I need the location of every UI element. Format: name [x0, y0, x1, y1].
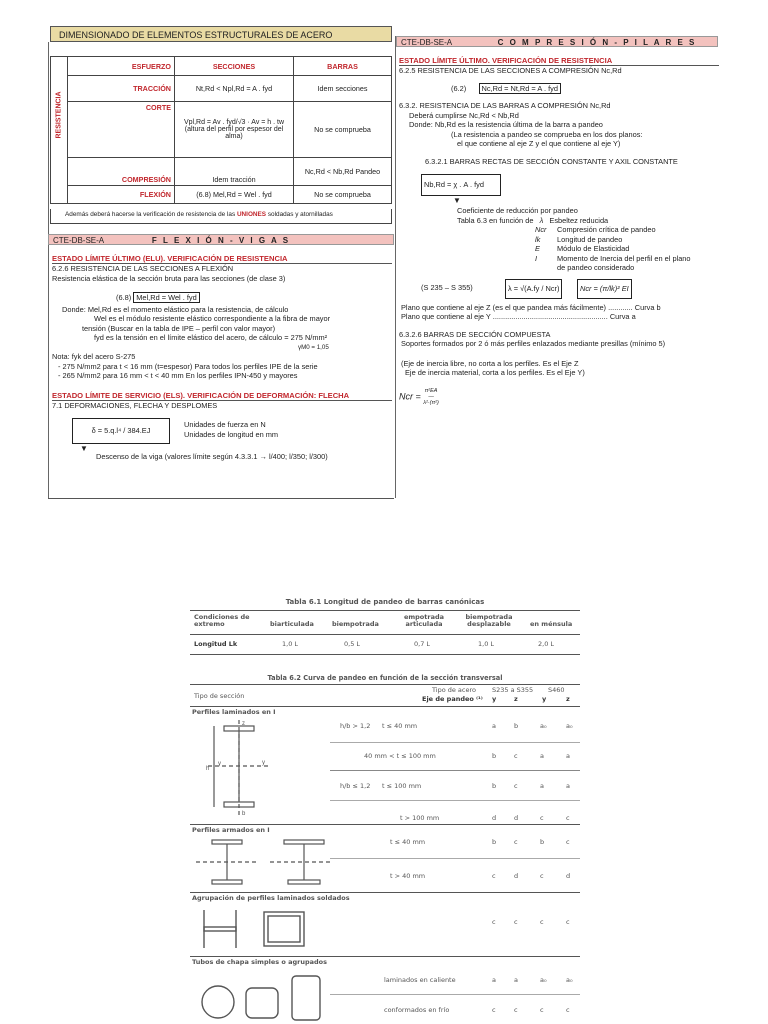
- flex-note-3: - 265 N/mm2 para 16 mm < t < 40 mm En los perfiles IPN-450 y mayores: [58, 371, 298, 380]
- comp-line-2: Donde: Nb,Rd es la resistencia última de la barra a pandeo: [409, 120, 603, 129]
- row-compresion-secciones: Idem tracción: [175, 158, 294, 186]
- t62-header: Tipo de sección Tipo de acero S235 a S355 S460 Eje de pandeo ⁽¹⁾ y z y z: [194, 686, 570, 703]
- t62-title: Tabla 6.2 Curva de pandeo en función de la sección transversal: [267, 674, 503, 682]
- row-flexion-secciones: (6.8) Mel,Rd = Wel . fyd: [175, 186, 294, 204]
- nb-formula-box: Nb,Rd = χ . A . fyd: [421, 174, 501, 196]
- row-corte-secciones: Vpl,Rd = Av . fyd/√3 · Av = h . tw (altura del perfil por espesor del alma): [175, 102, 294, 158]
- flexion-section: [52, 250, 392, 462]
- row-corte-label: CORTE: [68, 102, 175, 158]
- flex-formula-box: Mel,Rd = Wel . fyd: [133, 292, 199, 303]
- ncr-formula-box: Ncr = (π/lk)² EI: [577, 279, 632, 299]
- flex-s626: 6.2.6 RESISTENCIA DE LAS SECCIONES A FLEXIÓN: [52, 263, 392, 274]
- flex-s626-sub: Resistencia elástica de la sección bruta para las secciones (de clase 3): [52, 273, 286, 283]
- resistance-table-block: [50, 56, 392, 226]
- flex-formula-row: (6.8) Mel,Rd = Wel . fyd: [116, 293, 392, 303]
- t61-row: Longitud Lk 1,0 L 0,5 L 0,7 L 1,0 L 2,0 L: [194, 640, 555, 648]
- flex-note-1: Nota: fyk del acero S-275: [52, 352, 136, 361]
- flex-s71: 7.1 DEFORMACIONES, FLECHA Y DESPLOMES: [52, 400, 392, 411]
- comp-tabla-row: Tabla 6.3 en función de λ Esbeltez reducida: [457, 215, 609, 225]
- flex-line-2: Wel es el módulo resistente elástico correspondiente a la fibra de mayor: [94, 314, 331, 323]
- steel-range: (S 235 – S 355): [421, 282, 473, 292]
- flex-gamma: γM0 = 1,05: [298, 343, 329, 351]
- def-i-cont: de pandeo considerado: [557, 263, 635, 272]
- def-lk: lk Longitud de pandeo: [535, 234, 623, 244]
- resistance-side-label: RESISTENCIA: [55, 90, 63, 138]
- lambda-formula-box: λ = √(A.fy / Ncr): [505, 279, 562, 299]
- comp-line-1: Deberá cumplirse Nc,Rd < Nb,Rd: [409, 110, 519, 120]
- svg-text:z: z: [242, 721, 245, 727]
- group-laminados: Perfiles laminados en I: [192, 708, 276, 716]
- svg-text:b: b: [242, 811, 246, 816]
- comp-coef: Coeficiente de reducción por pandeo: [457, 206, 578, 215]
- t62-g4-rows: laminados en caliente a a a₀ a₀ conformados en frío c c c c: [384, 976, 573, 1014]
- compresion-section: [399, 52, 719, 406]
- flex-note-2: - 275 N/mm2 para t < 16 mm (t=espesor) Para todos los perfiles IPE de la serie: [58, 361, 318, 371]
- units-force: Unidades de fuerza en N: [184, 420, 266, 429]
- def-i: I Momento de Inercia del perfil en el plano: [535, 253, 691, 263]
- deflection-formula-box: δ = 5.q.l⁴ / 384.EJ: [72, 418, 170, 444]
- document-title: DIMENSIONADO DE ELEMENTOS ESTRUCTURALES DE ACERO: [59, 30, 333, 40]
- row-compresion-label: COMPRESIÓN: [68, 158, 175, 186]
- document-title-box: [50, 26, 392, 42]
- row-flexion-label: FLEXIÓN: [68, 186, 175, 204]
- svg-text:y: y: [262, 760, 265, 766]
- units-length: Unidades de longitud en mm: [184, 430, 279, 439]
- row-traccion-secciones: Nt,Rd < Npl,Rd = A . fyd: [175, 76, 294, 102]
- header-esfuerzo: ESFUERZO: [68, 57, 175, 76]
- flex-line-1: Donde: Mel,Rd es el momento elástico para la resistencia, de cálculo: [62, 304, 289, 314]
- comp-s632: 6.3.2. RESISTENCIA DE LAS BARRAS A COMPRESIÓN Nc,Rd: [399, 101, 611, 110]
- t62-g2-rows: t ≤ 40 mm b c b c t > 40 mm c d c d: [390, 838, 571, 880]
- row-traccion-barras: Idem secciones: [294, 76, 392, 102]
- group-tubos: Tubos de chapa simples o agrupados: [192, 958, 328, 966]
- plane-z-line: Plano que contiene al eje Z (es el que pandea más fácilmente) ............ Curva b: [401, 302, 661, 312]
- def-ncr: Ncr Compresión crítica de pandeo: [535, 225, 656, 234]
- deflection-description: Descenso de la viga (valores límite según 4.3.3.1 → l/400; l/350; l/300): [96, 452, 328, 461]
- svg-text:h: h: [206, 766, 210, 772]
- comp-line-3: (La resistencia a pandeo se comprueba en los dos planos:: [451, 129, 643, 139]
- header-barras: BARRAS: [294, 57, 392, 76]
- flexion-section-bar: CTE-DB-SE-A F L E X I Ó N - V I G A S: [48, 234, 394, 245]
- unions-note: Además deberá hacerse la verificación de resistencia de las UNIONES soldadas y atornilladas: [50, 209, 392, 224]
- comp-s6321: 6.3.2.1 BARRAS RECTAS DE SECCIÓN CONSTANTE Y AXIL CONSTANTE: [425, 156, 678, 166]
- row-traccion-label: TRACCIÓN: [68, 76, 175, 102]
- group-armados: Perfiles armados en I: [192, 826, 270, 834]
- comp-s625: 6.2.5 RESISTENCIA DE LAS SECCIONES A COMPRESIÓN Nc,Rd: [399, 65, 719, 76]
- row-flexion-barras: No se comprueba: [294, 186, 392, 204]
- arrow-down-icon: ▼: [453, 196, 461, 205]
- compresion-section-bar: CTE-DB-SE-A C O M P R E S I Ó N - P I L A R E S: [396, 36, 718, 47]
- def-e: E Módulo de Elasticidad: [535, 244, 630, 253]
- flex-line-4: fyd es la tensión en el límite elástico del acero, de cálculo = 275 N/mm²: [94, 333, 328, 342]
- comp-s6326-sub: Soportes formados por 2 ó más perfiles enlazados mediante presillas (mínimo 5): [401, 339, 666, 348]
- built-up-section-icon: [200, 908, 310, 950]
- flex-els-title: ESTADO LÍMITE DE SERVICIO (ELS). VERIFICACIÓN DE DEFORMACIÓN: FLECHA: [52, 390, 350, 400]
- comp-f62-box: Nc,Rd = Nt,Rd = A . fyd: [479, 83, 561, 94]
- row-compresion-barras: Nc,Rd < Nb,Rd Pandeo: [294, 158, 392, 186]
- t62-g1-rows: h/b > 1,2 t ≤ 40 mm a b a₀ a₀ 40 mm < t ≤ 100 mm b c a a h/b ≤ 1,2 t ≤ 100 mm b c a a t > 100 mm d d c c: [340, 722, 573, 822]
- comp-s6326: 6.3.2.6 BARRAS DE SECCIÓN COMPUESTA: [399, 329, 551, 339]
- svg-text:y: y: [218, 761, 221, 767]
- comp-f62-row: (6.2) Nc,Rd = Nt,Rd = A . fyd: [451, 84, 719, 94]
- plane-y-line: Plano que contiene al eje Y ........................................................ Curva a: [401, 312, 636, 321]
- t61-title: Tabla 6.1 Longitud de pandeo de barras canónicas: [285, 598, 485, 606]
- header-secciones: SECCIONES: [175, 57, 294, 76]
- flex-elu-title: ESTADO LÍMITE ÚLTIMO (ELU). VERIFICACIÓN DE RESISTENCIA: [52, 254, 288, 263]
- ncr-compound: Ncr = π²EA — λ²·(π²): [399, 387, 439, 406]
- row-corte-barras: No se comprueba: [294, 102, 392, 158]
- group-agrupacion: Agrupación de perfiles laminados soldados: [192, 894, 350, 902]
- flex-line-3: tensión (Buscar en la tabla de IPE – perfil con valor mayor): [82, 323, 276, 333]
- axis-note-2: Eje de inercia material, corta a los perfiles. Es el Eje Y): [405, 368, 585, 377]
- comp-elu-title: ESTADO LÍMITE ÚLTIMO. VERIFICACIÓN DE RESISTENCIA: [399, 56, 613, 65]
- scanned-tables: Tabla 6.1 Longitud de pandeo de barras canónicas Condiciones de extremo biarticulada biempotrada empotrada articulada biempotrada desplazable en ménsula Longitud Lk 1,0 L 0,5 L 0,7 L 1,0 L 2,0 L Tabla 6.2 Curva de pandeo en función de la sección transversal Tipo de sección Tipo de acero S235 a S355 S460 Eje de pandeo ⁽¹⁾ y z y z Perfiles laminados en I h y y z b h/b > 1,2 t ≤ 40 mm a b a₀ a₀ 40 mm < t ≤ 100 mm b c a a h/b ≤ 1,2 t ≤ 100 mm b c a a t > 100 mm d d c c Perfiles armados en I t ≤ 40 mm b c b c t > 40 mm c d c d Agrupación de perfiles laminados soldados c c c c Tubos de chapa simples o agrupados laminados en caliente a a a₀ a₀ conformados en frío c c c c: [190, 598, 580, 1024]
- axis-note-1: (Eje de inercia libre, no corta a los perfiles. Es el Eje Z: [401, 358, 579, 368]
- comp-line-4: el que contiene al eje Z y el que contiene al eje Y): [457, 139, 621, 148]
- arrow-down-icon: ▼: [80, 444, 88, 453]
